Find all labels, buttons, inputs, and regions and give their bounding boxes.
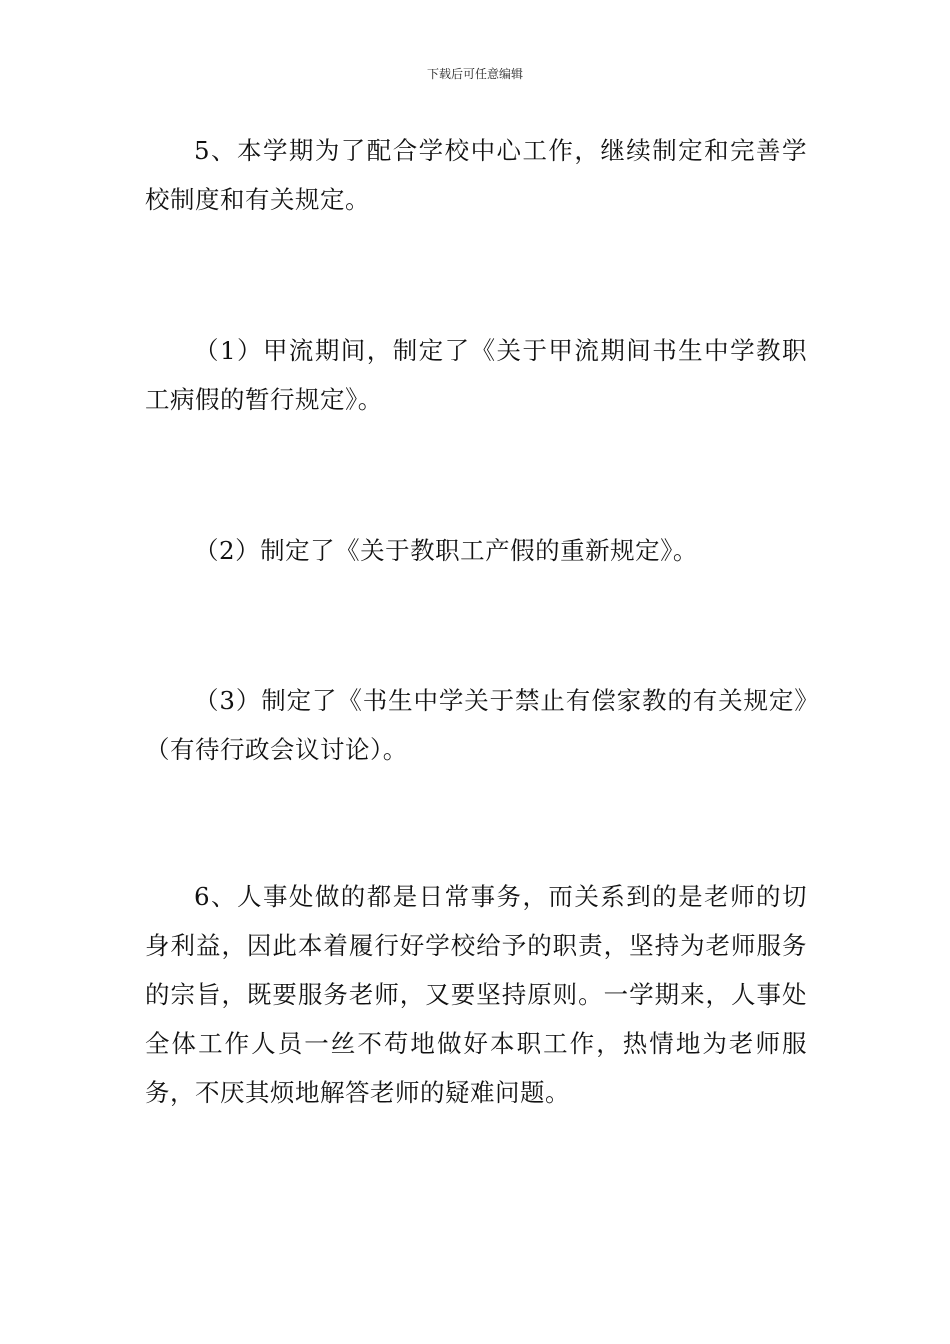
- header-note: 下载后可任意编辑: [426, 67, 523, 81]
- paragraph-paid-tutoring-ban: （3）制定了《书生中学关于禁止有偿家教的有关规定》（有待行政会议讨论）。: [145, 686, 807, 764]
- paragraph-personnel-office-work: 6、人事处做的都是日常事务，而关系到的是老师的切身利益，因此本着履行好学校给予的职责，坚持为老师服务的宗旨，既要服务老师，又要坚持原则。一学期来，人事处全体工作人员一丝不苟地做好本职工作，热情地为老师服务，不厌其烦地解答老师的疑难问题。: [145, 882, 807, 1107]
- paragraph-flu-sick-leave-rule: （1）甲流期间，制定了《关于甲流期间书生中学教职工病假的暂行规定》。: [145, 336, 807, 414]
- paragraph-school-regulations: 5、本学期为了配合学校中心工作，继续制定和完善学校制度和有关规定。: [145, 136, 807, 214]
- paragraph-maternity-leave-rule: （2）制定了《关于教职工产假的重新规定》。: [194, 536, 698, 565]
